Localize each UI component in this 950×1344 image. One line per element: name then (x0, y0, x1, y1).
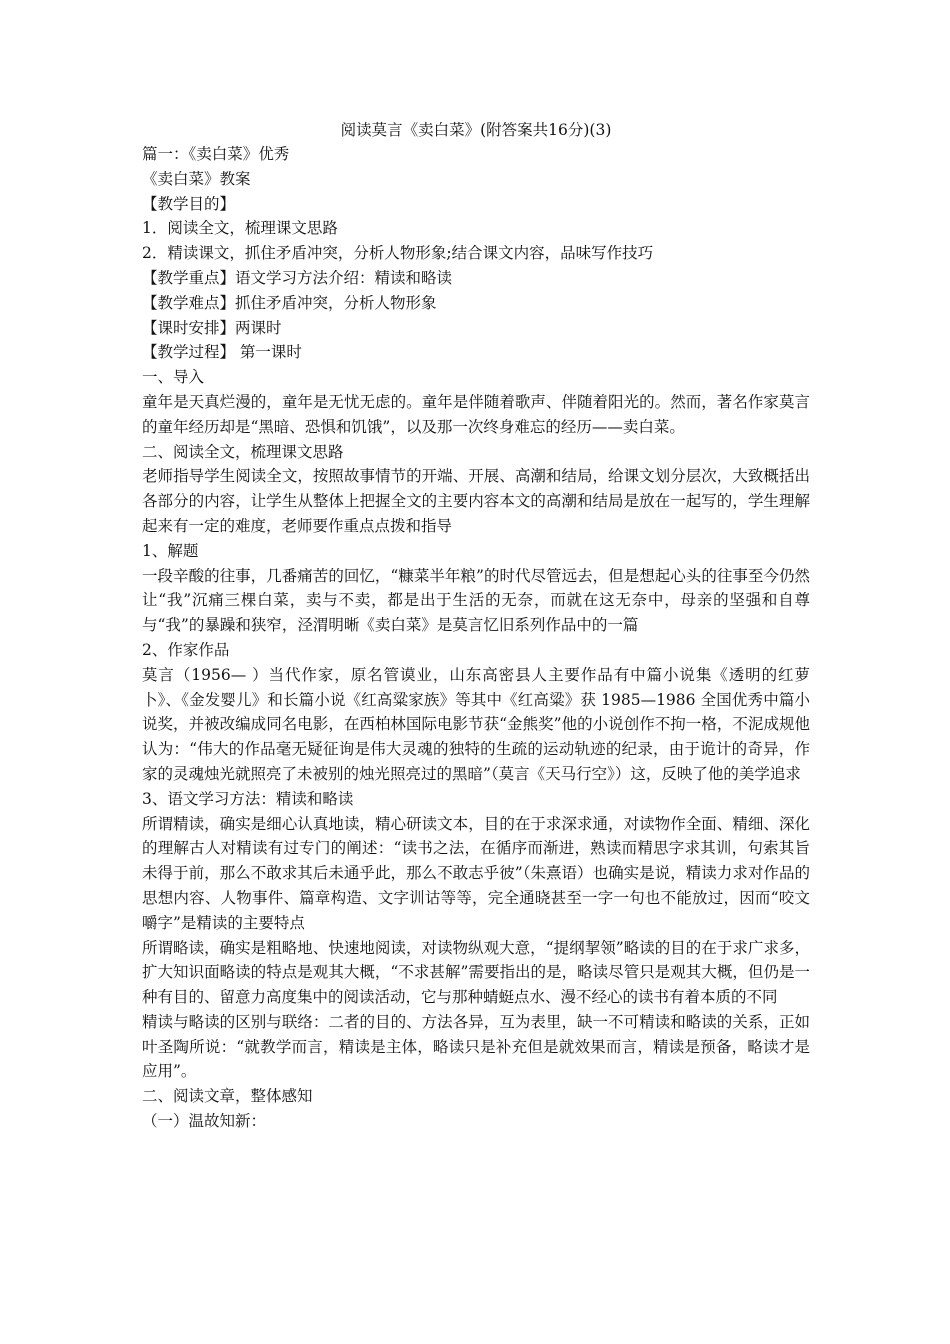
author-works-paragraph: 莫言（1956— ）当代作家，原名管谟业，山东高密县人主要作品有中篇小说集《透明的红萝卜》、《金发婴儿》和长篇小说《红高粱家族》等其中《红高粱》获 1985—1986 全国优秀中篇小说奖，并被改编成同名电影，在西柏林国际电影节获“金熊奖”他的小说创作不拘一格，不泥成规他认为：“伟大的作品毫无疑征询是伟大灵魂的独特的生疏的运动轨迹的纪录，由于诡计的奇异，作家的灵魂烛光就照亮了未被别的烛光照亮过的黑暗”（莫言《天马行空》）这，反映了他的美学追求 (142, 665, 810, 783)
intro-heading: 一、导入 (142, 368, 205, 387)
section-heading-pian1: 篇一：《卖白菜》优秀 (142, 145, 290, 163)
teaching-process: 【教学过程】 第一课时 (142, 343, 302, 362)
goal-item-2: 2．精读课文，抓住矛盾冲突，分析人物形象;结合课文内容，品味写作技巧 (142, 244, 654, 263)
intensive-reading-paragraph: 所谓精读，确实是细心认真地读，精心研读文本，目的在于求深求通，对读物作全面、精细、深化的理解古人对精读有过专门的阐述：“读书之法，在循序而渐进，熟读而精思字求其训，句索其旨未得于前，那么不敢求其后未通乎此，那么不敢志乎彼”（朱熹语）也确实是说，精读力求对作品的思想内容、人物事件、篇章构造、文字训诂等等，完全通晓甚至一字一句也不能放过，因而“咬文嚼字”是精读的主要特点 (142, 814, 810, 932)
overall-perception-heading: 二、阅读文章，整体感知 (142, 1087, 313, 1106)
learning-method-heading: 3、语文学习方法：精读和略读 (142, 789, 354, 808)
goal-item-1: 1．阅读全文，梳理课文思路 (142, 219, 338, 238)
title-explanation-heading: 1、解题 (142, 541, 199, 560)
reading-relation-paragraph: 精读与略读的区别与联络：二者的目的、方法各异，互为表里，缺一不可精读和略读的关系，正如叶圣陶所说：“就教学而言，精读是主体，略读只是补充但是就效果而言，精读是预备，略读才是应用”。 (142, 1012, 810, 1081)
lesson-plan-heading: 《卖白菜》教案 (142, 169, 251, 188)
read-full-text-heading: 二、阅读全文，梳理课文思路 (142, 442, 344, 461)
guide-paragraph: 老师指导学生阅读全文，按照故事情节的开端、开展、高潮和结局，给课文划分层次，大致概括出各部分的内容，让学生从整体上把握全文的主要内容本文的高潮和结局是放在一起写的，学生理解起来有一定的难度，老师要作重点点拨和指导 (142, 467, 810, 535)
intro-paragraph: 童年是天真烂漫的，童年是无忧无虑的。童年是伴随着歌声、伴随着阳光的。然而，著名作家莫言的童年经历却是“黑暗、恐惧和饥饿”，以及那一次终身难忘的经历——卖白菜。 (142, 392, 810, 436)
skim-reading-paragraph: 所谓略读，确实是粗略地、快速地阅读，对读物纵观大意，“提纲挈领”略读的目的在于求广求多，扩大知识面略读的特点是观其大概，“不求甚解”需要指出的是，略读尽管只是观其大概，但仍是一种有目的、留意力高度集中的阅读活动，它与那种蜻蜓点水、漫不经心的读书有着本质的不同 (142, 938, 810, 1007)
author-works-heading: 2、作家作品 (142, 640, 230, 659)
title-explanation-paragraph: 一段辛酸的往事，几番痛苦的回忆，“糠菜半年粮”的时代尽管远去，但是想起心头的往事至今仍然让“我”沉痛三棵白菜，卖与不卖，都是出于生活的无奈，而就在这无奈中，母亲的坚强和自尊与“我”的暴躁和狭窄，泾渭明晰《卖白菜》是莫言忆旧系列作品中的一篇 (142, 566, 810, 635)
review-heading: （一）温故知新： (142, 1112, 267, 1131)
teaching-focus: 【教学重点】语文学习方法介绍：精读和略读 (142, 268, 453, 287)
teaching-goal-heading: 【教学目的】 (142, 194, 236, 213)
class-schedule: 【课时安排】两课时 (142, 318, 282, 337)
document-title: 阅读莫言《卖白菜》(附答案共16分)(3) (340, 121, 612, 139)
document-page (142, 118, 810, 1134)
teaching-difficulty: 【教学难点】抓住矛盾冲突，分析人物形象 (142, 293, 437, 312)
